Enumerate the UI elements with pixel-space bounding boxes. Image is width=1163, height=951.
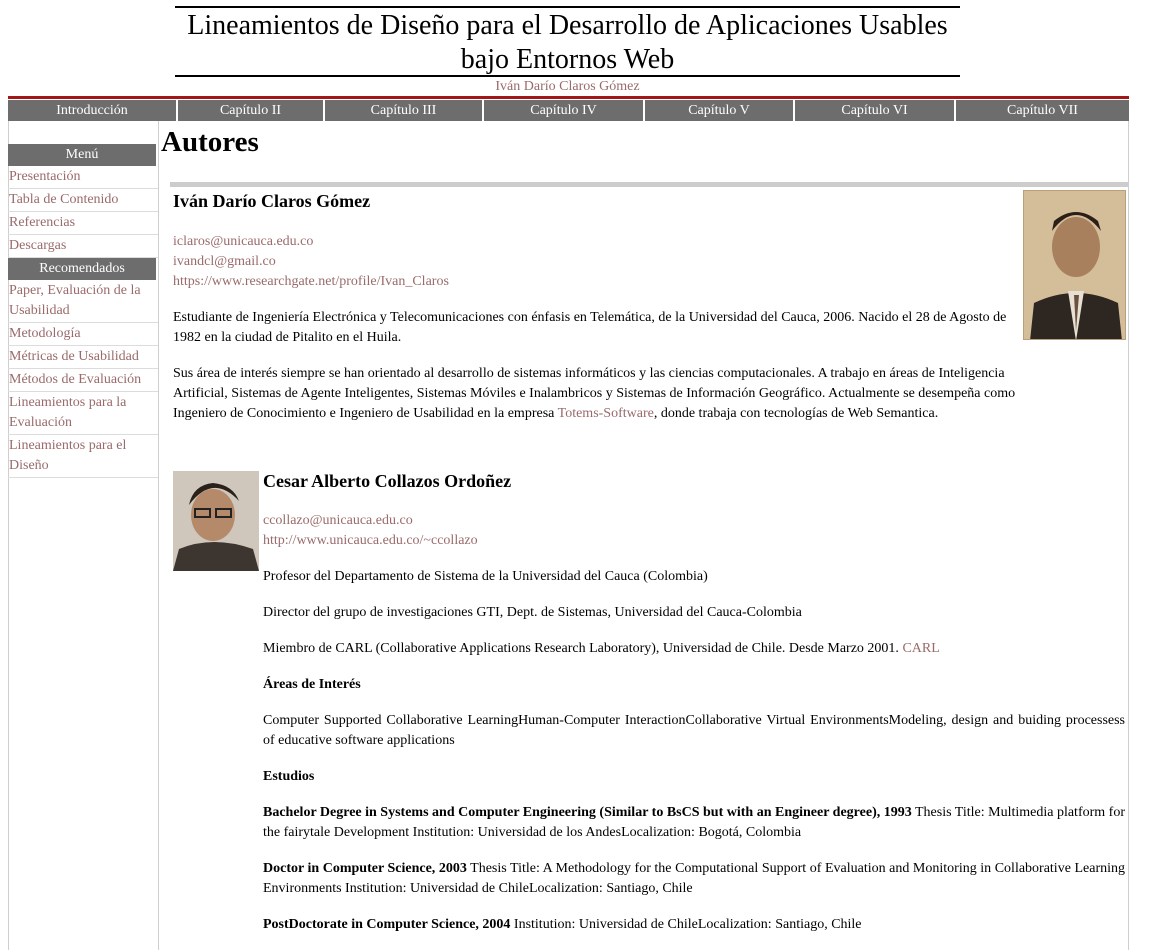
sidebar-item-metricas[interactable]: Métricas de Usabilidad	[8, 346, 158, 369]
studies-heading	[263, 767, 1125, 787]
tab-introduccion[interactable]: Introducción	[8, 100, 178, 121]
page-title: Autores	[161, 126, 259, 158]
study-title: Bachelor Degree in Systems and Computer Engineering (Similar to BsCS but with an Engineer degree), 1993	[263, 805, 912, 820]
study-title: PostDoctorate in Computer Science, 2004	[263, 917, 511, 932]
interests-heading	[263, 675, 1125, 695]
tab-capitulo-5[interactable]: Capítulo V	[645, 100, 795, 121]
sidebar-item-lineamientos-evaluacion[interactable]: Lineamientos para la Evaluación	[8, 392, 158, 435]
email-link-secondary[interactable]: ivandcl@gmail.co	[173, 254, 276, 269]
chapter-navbar	[8, 100, 1129, 121]
tab-capitulo-6[interactable]: Capítulo VI	[795, 100, 956, 121]
researchgate-link[interactable]: https://www.researchgate.net/profile/Ivan_Claros	[173, 274, 449, 289]
tab-capitulo-4[interactable]: Capítulo IV	[484, 100, 645, 121]
sidebar-item-lineamientos-diseno[interactable]: Lineamientos para el Diseño	[8, 435, 158, 478]
membership-text: Miembro de CARL (Collaborative Applications Research Laboratory), Universidad de Chile. Desde Marzo 2001.	[263, 641, 903, 656]
tab-capitulo-7[interactable]: Capítulo VII	[956, 100, 1129, 121]
totems-software-link[interactable]: Totems-Software	[557, 406, 654, 421]
sidebar-item-metodologia[interactable]: Metodología	[8, 323, 158, 346]
study-details: Thesis Title: Multimedia platform for the fairytale Development Institution: Universidad de los AndesLocalization: Bogotá, Colombia	[263, 805, 1125, 840]
sidebar-item-descargas[interactable]: Descargas	[8, 235, 158, 258]
portrait-icon	[173, 471, 259, 571]
study-details: Institution: Universidad de ChileLocalization: Santiago, Chile	[510, 917, 862, 932]
author-research-group: Director del grupo de investigaciones GTI, Dept. de Sistemas, Universidad del Cauca-Colombia	[263, 605, 802, 620]
author-contacts	[173, 232, 449, 292]
author-membership	[263, 639, 1125, 659]
studies-heading-text: Estudios	[263, 769, 315, 784]
sidebar-item-metodos[interactable]: Métodos de Evaluación	[8, 369, 158, 392]
interests-text-end: , donde trabaja con tecnologías de Web Semantica.	[653, 406, 939, 421]
header-divider	[8, 96, 1129, 99]
site-author: Iván Darío Claros Gómez	[495, 79, 640, 94]
study-title: Doctor in Computer Science, 2003	[263, 861, 467, 876]
email-link[interactable]: iclaros@unicauca.edu.co	[173, 234, 314, 249]
recommended-heading: Recomendados	[8, 258, 156, 280]
sidebar-item-referencias[interactable]: Referencias	[8, 212, 158, 235]
sidebar-item-presentacion[interactable]: Presentación	[8, 166, 158, 189]
portrait-icon	[1024, 191, 1126, 340]
author-position: Profesor del Departamento de Sistema de la Universidad del Cauca (Colombia)	[263, 569, 708, 584]
title-divider	[170, 182, 1128, 187]
author-contacts	[263, 511, 1125, 551]
interests-text: Sus área de interés siempre se han orientado al desarrollo de sistemas informáticos y las ciencias computacionales. A trabajo en áreas de Inteligencia Artificial, Sistemas de Agente Inteligentes, Sistemas Móviles e Inalambricos y Sistemas de Información Geográfico. Actualmente se desempeña como Ingeniero de Conocimiento e Ingeniero de Usabilidad en la empresa	[173, 366, 1016, 421]
author-2-details	[263, 469, 1125, 951]
interests-text: Computer Supported Collaborative LearningHuman-Computer InteractionCollaborative Virtual EnvironmentsModeling, design and buiding processess of educative software applications	[263, 713, 1125, 748]
tab-capitulo-3[interactable]: Capítulo III	[325, 100, 484, 121]
sidebar-item-tabla-de-contenido[interactable]: Tabla de Contenido	[8, 189, 158, 212]
study-bachelor	[263, 803, 1125, 843]
sidebar	[8, 121, 159, 950]
author-interests-paragraph	[173, 364, 1018, 424]
author-bio-paragraph: Estudiante de Ingeniería Electrónica y Telecomunicaciones con énfasis en Telemática, de la Universidad del Cauca, 2006. Nacido el 28 de Agosto de 1982 en la ciudad de Pitalito en el Huila.	[173, 310, 1007, 345]
sidebar-item-paper-evaluacion[interactable]: Paper, Evaluación de la Usabilidad	[8, 280, 158, 323]
carl-link[interactable]: CARL	[902, 641, 940, 656]
homepage-link[interactable]: http://www.unicauca.edu.co/~ccollazo	[263, 533, 478, 548]
site-title: Lineamientos de Diseño para el Desarrollo de Aplicaciones Usables bajo Entornos Web	[175, 6, 960, 77]
tab-capitulo-2[interactable]: Capítulo II	[178, 100, 325, 121]
author-name: Iván Darío Claros Gómez	[173, 191, 371, 211]
interests-heading-text: Áreas de Interés	[263, 677, 361, 692]
author-photo	[1023, 190, 1126, 340]
study-postdoctorate	[263, 915, 1125, 935]
email-link[interactable]: ccollazo@unicauca.edu.co	[263, 513, 413, 528]
author-name: Cesar Alberto Collazos Ordoñez	[263, 471, 512, 491]
study-doctor	[263, 859, 1125, 899]
author-photo	[173, 471, 259, 571]
study-details: Thesis Title: A Methodology for the Computational Support of Evaluation and Monitoring in Collaborative Learning Environments Institution: Universidad de ChileLocalization: Santiago, Chile	[263, 861, 1125, 896]
menu-heading: Menú	[8, 144, 156, 166]
